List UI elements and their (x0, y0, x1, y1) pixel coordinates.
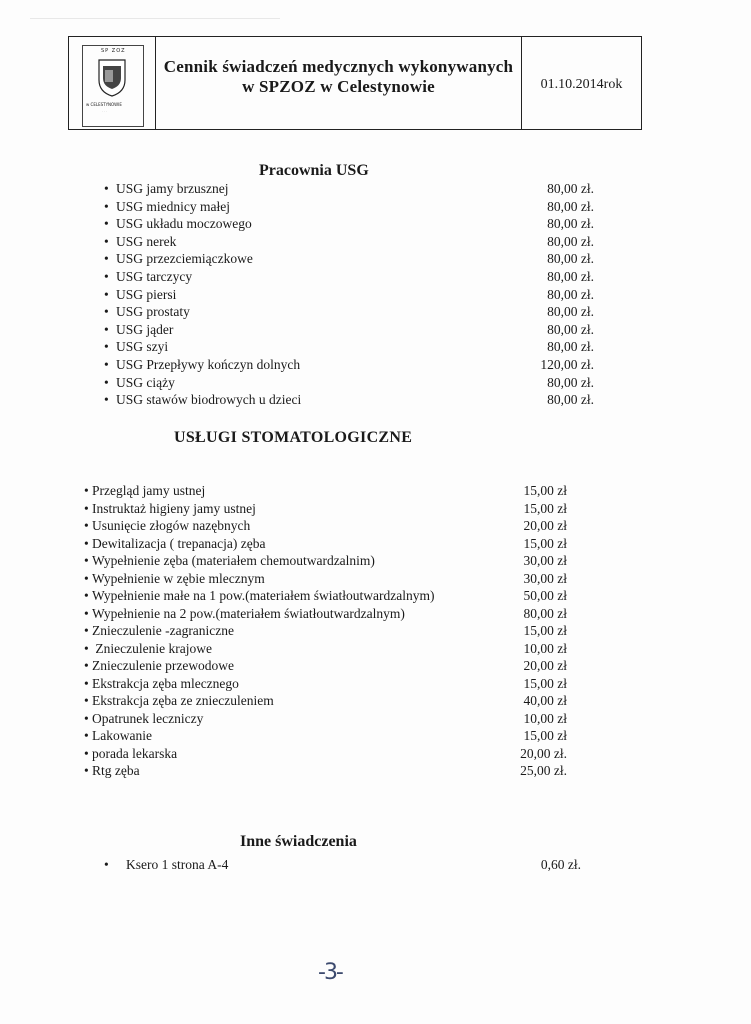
bullet-icon: • (84, 500, 89, 516)
service-label: Instruktaż higieny jamy ustnej (92, 500, 256, 516)
service-price: 80,00 zł. (547, 233, 594, 249)
service-name (84, 640, 212, 658)
service-name (104, 856, 228, 874)
service-price: 30,00 zł (523, 553, 567, 568)
service-price: 15,00 zł (523, 623, 567, 638)
service-label: Wypełnienie na 2 pow.(materiałem światłoutwardzalnym) (92, 605, 405, 621)
title-line-1: Cennik świadczeń medycznych wykonywanych (163, 57, 514, 76)
service-price: 80,00 zł. (547, 268, 594, 284)
bullet-icon: • (84, 588, 89, 603)
bullet-icon: • (84, 640, 89, 656)
service-name (84, 710, 203, 728)
service-name (84, 500, 256, 518)
title-line-2: w SPZOZ w Celestynowie (242, 77, 435, 96)
service-label: Wypełnienie w zębie mlecznym (92, 570, 265, 586)
service-price: 15,00 zł (523, 483, 567, 498)
service-label: Znieczulenie krajowe (92, 640, 212, 656)
service-name (104, 374, 175, 392)
bullet-icon: • (104, 857, 109, 872)
service-name (84, 605, 405, 623)
service-label: USG szyi (116, 339, 169, 355)
service-label: USG układu moczowego (116, 216, 252, 232)
service-price: 50,00 zł (523, 588, 567, 603)
service-name (104, 356, 300, 374)
service-label: porada lekarska (92, 745, 178, 761)
service-label: USG prostaty (116, 304, 190, 320)
service-label: USG przezciemiączkowe (116, 251, 253, 267)
service-label: Wypełnienie zęba (materiałem chemoutwardzalnim) (92, 553, 375, 568)
other-section-title: Inne świadczenia (240, 833, 357, 850)
service-name (104, 198, 230, 216)
institution-logo (82, 45, 144, 127)
service-label: USG stawów biodrowych u dzieci (116, 392, 302, 408)
service-name (104, 233, 176, 251)
bullet-icon: • (84, 710, 89, 726)
service-label: Znieczulenie przewodowe (92, 658, 235, 673)
service-price: 80,00 zł. (547, 286, 594, 302)
service-price: 80,00 zł. (547, 198, 594, 214)
bullet-icon: • (84, 483, 89, 498)
service-label: Lakowanie (92, 728, 152, 743)
service-price: 80,00 zł. (547, 392, 594, 408)
service-price: 80,00 zł. (547, 339, 594, 355)
service-price: 30,00 zł (523, 570, 567, 586)
service-label: Usunięcie złogów nazębnych (92, 518, 251, 533)
service-name (104, 250, 253, 268)
logo-cell (69, 37, 156, 129)
service-price: 20,00 zł. (520, 745, 567, 761)
bullet-icon: • (104, 286, 109, 302)
service-name (84, 692, 274, 710)
service-name (104, 286, 176, 304)
bullet-icon: • (104, 198, 109, 214)
service-name (104, 215, 252, 233)
service-name (84, 657, 234, 675)
coat-of-arms-icon (97, 58, 127, 98)
service-price: 20,00 zł (523, 658, 567, 673)
service-name (84, 727, 152, 745)
service-price: 15,00 zł (523, 675, 567, 691)
service-name (104, 321, 173, 339)
bullet-icon: • (104, 321, 109, 337)
service-name (84, 517, 250, 535)
bullet-icon: • (104, 181, 109, 196)
logo-top-text: SP ZOZ (101, 48, 126, 54)
service-label: Dewitalizacja ( trepanacja) zęba (92, 535, 266, 551)
service-label: USG tarczycy (116, 268, 193, 284)
service-label: USG piersi (116, 286, 177, 302)
service-label: Ekstrakcja zęba ze znieczuleniem (92, 693, 274, 708)
service-price: 80,00 zł. (547, 321, 594, 337)
bullet-icon: • (84, 553, 89, 568)
service-label: Wypełnienie małe na 1 pow.(materiałem światłoutwardzalnym) (92, 588, 435, 603)
service-price: 0,60 zł. (540, 857, 581, 872)
bullet-icon: • (84, 675, 89, 691)
service-name (84, 675, 239, 693)
bullet-icon: • (84, 623, 89, 638)
service-price: 15,00 zł (523, 535, 567, 551)
service-name (84, 622, 234, 640)
scan-artifact-line (30, 18, 280, 19)
bullet-icon: • (84, 535, 89, 551)
service-name (104, 180, 228, 198)
service-label: Ksero 1 strona A-4 (126, 857, 229, 872)
service-price: 80,00 zł (523, 605, 567, 621)
document-header (68, 36, 642, 130)
service-label: Ekstrakcja zęba mlecznego (92, 675, 239, 691)
service-label: Znieczulenie -zagraniczne (92, 623, 235, 638)
service-name (104, 303, 190, 321)
service-price: 15,00 zł (523, 728, 567, 743)
service-price: 80,00 zł. (547, 216, 594, 232)
service-price: 40,00 zł (523, 693, 567, 708)
service-label: USG jamy brzusznej (116, 181, 229, 196)
service-name (84, 570, 265, 588)
bullet-icon: • (84, 745, 89, 761)
service-name (84, 745, 177, 763)
bullet-icon: • (104, 356, 109, 372)
service-label: Opatrunek leczniczy (92, 710, 204, 726)
service-name (84, 535, 266, 553)
date-cell (522, 37, 641, 129)
bullet-icon: • (84, 518, 89, 533)
service-name (84, 552, 375, 570)
service-name (84, 482, 205, 500)
logo-bottom-text: w CELESTYNOWIE (86, 102, 122, 107)
bullet-icon: • (104, 233, 109, 249)
service-price: 80,00 zł. (547, 251, 594, 267)
bullet-icon: • (104, 339, 109, 355)
service-name (104, 268, 192, 286)
service-label: USG jąder (116, 321, 174, 337)
service-price: 15,00 zł (523, 500, 567, 516)
service-price: 25,00 zł. (520, 763, 567, 778)
logo-small-text: · · · (102, 109, 107, 113)
service-name (104, 338, 168, 356)
service-price: 10,00 zł (523, 640, 567, 656)
document-title (156, 37, 522, 129)
bullet-icon: • (84, 728, 89, 743)
service-price: 80,00 zł. (547, 304, 594, 320)
service-label: Przegląd jamy ustnej (92, 483, 206, 498)
bullet-icon: • (104, 268, 109, 284)
bullet-icon: • (84, 605, 89, 621)
service-label: USG miednicy małej (116, 198, 230, 214)
bullet-icon: • (84, 570, 89, 586)
service-label: Rtg zęba (92, 763, 140, 778)
usg-section-title: Pracownia USG (259, 162, 369, 179)
service-label: USG ciąży (116, 374, 175, 390)
service-name (84, 762, 140, 780)
bullet-icon: • (104, 392, 109, 408)
bullet-icon: • (104, 304, 109, 320)
service-price: 10,00 zł (523, 710, 567, 726)
bullet-icon: • (104, 216, 109, 232)
service-price: 80,00 zł. (547, 181, 594, 196)
service-label: USG nerek (116, 233, 177, 249)
service-price: 20,00 zł (523, 518, 567, 533)
bullet-icon: • (104, 374, 109, 390)
page-number: -3- (318, 960, 342, 985)
stomatology-section-title: USŁUGI STOMATOLOGICZNE (174, 429, 413, 446)
service-price: 80,00 zł. (547, 374, 594, 390)
service-label: USG Przepływy kończyn dolnych (116, 356, 301, 372)
bullet-icon: • (84, 693, 89, 708)
document-date: 01.10.2014rok (540, 77, 623, 92)
bullet-icon: • (104, 251, 109, 267)
service-name (104, 391, 301, 409)
bullet-icon: • (84, 658, 89, 673)
bullet-icon: • (84, 763, 89, 778)
service-name (84, 587, 434, 605)
service-price: 120,00 zł. (540, 356, 594, 372)
